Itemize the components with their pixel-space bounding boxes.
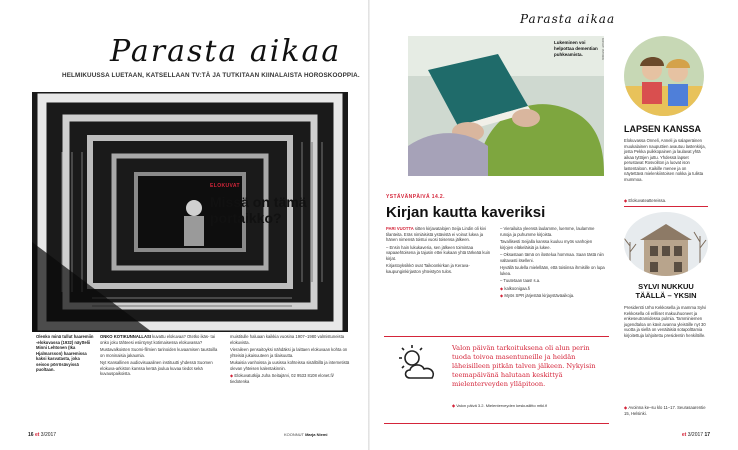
villa-photo (624, 212, 708, 276)
link-item[interactable] (500, 286, 606, 292)
right-kicker: YSTÄVÄNPÄIVÄ 14.2. (386, 194, 445, 200)
left-headline: Missä on tämä portaikko? (210, 194, 307, 226)
issue-number: 3/2017 (40, 432, 57, 438)
right-headline: Kirjan kautta kaveriksi (386, 204, 546, 221)
paragraph: Tavallisesti Seijalla kanssa kuuluu myös vanhojen kirjojen eläkeläisiä ja lukee. (500, 239, 593, 250)
paragraph: – Vierailuita yleensä laulamme, luemme, laulamme runoja ja puhumme kirjoista. (500, 226, 595, 237)
left-credit (284, 432, 328, 437)
reading-photo-caption: Lukeminen voi helpottaa dementian puhkeamista. (554, 40, 598, 57)
paragraph-text: sitten kirjavatalojen Seija Lindin oli kivi tilanteita. Eräs nimiäisistä ystävistä ei voinut lukea ja hänen nimensä toistui vuosi toisensa jälkeen. (386, 226, 486, 242)
quote-source-text[interactable]: Mielenterveyden keskusliitto mtkl.fi (484, 403, 548, 408)
left-kicker: ELOKUVAT (210, 183, 240, 189)
left-footer (28, 432, 56, 438)
right-body-col1 (386, 226, 492, 301)
sidebar-title-villa: SYLVI NUKKUU TÄÄLLÄ – YKSIN (635, 282, 697, 300)
sidebar-divider (624, 206, 708, 207)
paragraph (386, 226, 492, 243)
paragraph: Hyvällä tuulella mielellään, että toisiinsa ihmisille on lupa lukea. (500, 265, 605, 276)
bullet-icon: ◆ (624, 198, 629, 203)
lead-in: ONKO KOTIKUNNALLASI (100, 334, 151, 339)
reference-link[interactable]: elonet.fi/ tiedotenka (230, 373, 334, 384)
paragraph: Vieraileen pensaitoyksi nähdäksi ja laittaen elokuvaan kohta on yhteisiä jukaisuuteen ja tilaisuutta. (230, 347, 348, 358)
pull-quote: Valon päivän tarkoituksena oli alun perin tuoda toivoa masentuneille ja heidän läheisilleen pitkän talven jälkeen. Nykyisin teemapäivänä halutaan keskittyä mielenterveyden ylläpitoon. (452, 344, 596, 388)
right-footer (682, 432, 710, 438)
sidebar-text-children: Elokuvassa Onneli, Anneli ja salaperäinen muukalainen nauputtien avautuu lastenkirja, josta Pekka puikkopainen ja laulavat yhtä aikaa tyttöjen juttu. Yhdessä lapset perustavat Rosvoliton ja luovat ison lastentaloon. Kaikille menee ja on näytettävä mielenkiintoisen nokka ja tulista mummoa. (624, 138, 706, 182)
lead-in: PARI VUOTTA (386, 226, 414, 231)
magazine-name: et (34, 432, 40, 438)
bullet-icon: ◆ (500, 293, 505, 298)
credit-label: KOONNUT (284, 432, 304, 437)
paragraph: Kirjastoyksikkö ovat Taikoonkirkan ja Kerava-kaupunginkirjaston yhteistyön tulos. (386, 263, 470, 274)
left-body-col2 (230, 334, 350, 404)
link-text[interactable]: kalkoonigaa.fi (504, 285, 530, 291)
sidebar-link-text: Elokuvateattereissa. (628, 198, 667, 203)
left-photo-caption: Olenko minä tullut haaremiin -elokuvassa (1932) näyttelii Minni Lehtonen (Ika Hjalmarsson) haaremissa kaksi kasvatasta, joka seisoo pörrösävyissä puoltaan. (36, 334, 94, 372)
paragraph (100, 334, 220, 345)
issue-number: 3/2017 (687, 432, 704, 438)
bullet-icon: ◆ (500, 285, 505, 291)
magazine-name: et (681, 432, 687, 438)
gutter (368, 0, 370, 450)
sidebar-link-text: Avoinna ke–su klo 11–17. Seurasaarentie 15, Helsinki. (624, 405, 706, 416)
children-photo (624, 36, 704, 116)
page-number: 17 (704, 432, 710, 438)
author-initials: s.a. (532, 278, 541, 283)
right-body (386, 226, 606, 301)
bullet-icon: ◆ (624, 405, 629, 410)
quote-source (452, 403, 606, 408)
quote-source-ref: Valon päivä 3.2. (456, 403, 485, 408)
paragraph: Mukaisia vanhoissa ja uusissa kohteissa sisällöillä ja internetistä olevan yhteisen kalentakinnin. (230, 360, 350, 371)
reference: Elokuvatutkija Juha Seitajärvi, 02 9533 8108 (234, 373, 317, 378)
left-body (100, 334, 350, 404)
paragraph: muistitulle haluaan kaikkia vuosina 1907–1980 valmistuneista elokuvista. (230, 334, 345, 345)
paragraph: Mustavalkoisten Suomi-filmien tarinoiden kuvaamisen taustoilla on moninaisia jakaumia. (100, 347, 218, 358)
sidebar-link-villa (624, 405, 708, 416)
sidebar-link-children (624, 198, 666, 203)
right-body-col2 (500, 226, 606, 301)
bullet-icon: ◆ (452, 403, 457, 408)
sidebar-text-villa: Presidentti Urho Kekkosella ja mamma Sylvi Kekkosella oli erilliset makuuhuoneet ja enkeseutramidessa pulmia. Tamminiemen jugendtaloa on kävit avanna yleisöille nyt 30 vuotta ja siellä on venäläisiä sotapolttamia kirjoitettuja lahjoitettu presidentin henkilöille. (624, 305, 707, 338)
paragraph-text: – Tuutetaan taas! (500, 278, 533, 283)
left-body-col1 (100, 334, 220, 404)
photo-credit: KUVAT: ISTOCK (601, 38, 605, 61)
paragraph: Nyt Kansallinen audiovisuaalinen instituutti yhdessä Suomen elokuva-arkiston kanssa kerää joulua kuvaa tiedot sekä kuvauspaikoista. (100, 360, 213, 376)
bullet-icon: ◆ (230, 373, 235, 378)
right-section-title: Parasta aikaa (520, 12, 616, 26)
paragraph (500, 278, 606, 284)
sun-cloud-icon (396, 344, 442, 384)
link-item[interactable] (500, 293, 606, 299)
paragraph: – Oksastaan tämä on ilostelua hommaa. Saan tästä niin valtavasti itselleni. (500, 252, 604, 263)
paragraph-text: kuvattu elokuvaa? Otetko ikäs- tai onko joku tähteesi esiintynyt kotimaisessa elokuvassa? (100, 334, 215, 345)
link-text[interactable]: Myös SPR järjestää kirjaystäväaikoja. (504, 293, 575, 298)
paragraph: – Ensin hain lukukaveria, sen jälkeen toimintaa vapaaehtoisena ja tajusin ettei kukaan yhtä tärkeää kuin kirjat. (386, 244, 491, 261)
paragraph (230, 373, 350, 384)
credit-name: Marja Niemi (305, 432, 328, 437)
sidebar-title-children: LAPSEN KANSSA (624, 124, 702, 134)
left-subtitle: HELMIKUUSSA LUETAAN, KATSELLAAN TV:TÄ JA TUTKITAAN KIINALAISTA HOROSKOOPPIA. (62, 72, 360, 79)
left-section-title: Parasta aikaa (110, 34, 342, 69)
page-number: 16 (28, 432, 34, 438)
